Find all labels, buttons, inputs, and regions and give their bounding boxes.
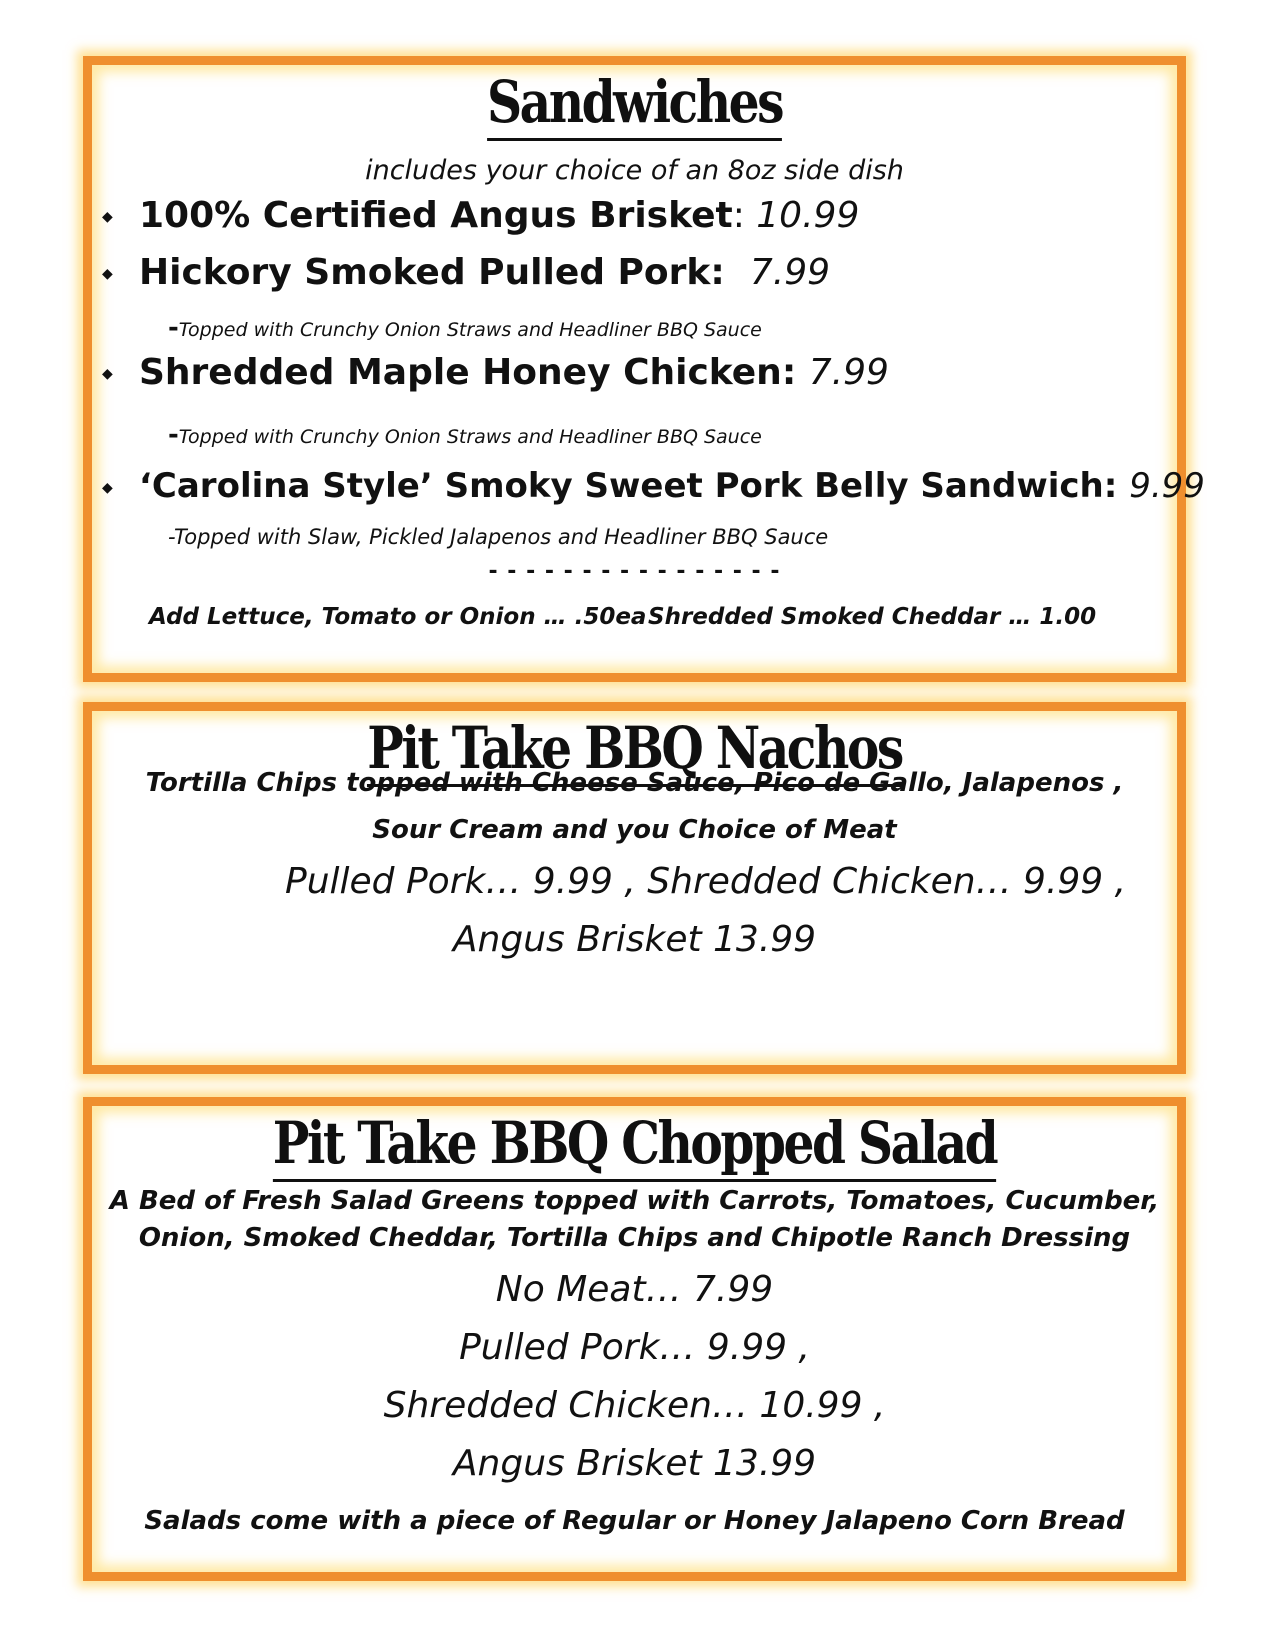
divider: - - - - - - - - - - - - - - - - xyxy=(488,559,781,584)
salad-price-brisket: Angus Brisket 13.99 xyxy=(452,1443,817,1484)
salad-price-no-meat: No Meat… 7.99 xyxy=(495,1269,774,1310)
salad-description-line2: Onion, Smoked Cheddar, Tortilla Chips and Chipotle Ranch Dressing xyxy=(138,1223,1131,1253)
item-price: 7.99 xyxy=(808,352,889,393)
diamond-bullet-icon: ◆ xyxy=(102,366,113,382)
salad-footer: Salads come with a piece of Regular or Honey Jalapeno Corn Bread xyxy=(144,1506,1125,1536)
item-note-chicken: -Topped with Crunchy Onion Straws and Headliner BBQ Sauce xyxy=(168,420,762,450)
sandwiches-title: Sandwiches xyxy=(179,73,1090,131)
item-price: 7.99 xyxy=(749,252,830,293)
nachos-panel xyxy=(83,702,1186,1074)
item-price: 9.99 xyxy=(1129,466,1205,506)
salad-panel xyxy=(83,1097,1186,1581)
addon-cheddar: Shredded Smoked Cheddar … 1.00 xyxy=(648,604,1097,630)
salad-price-chicken: Shredded Chicken… 10.99 , xyxy=(383,1385,886,1426)
diamond-bullet-icon: ◆ xyxy=(102,480,113,496)
nachos-description-line1: Tortilla Chips topped with Cheese Sauce, Pico de Gallo, Jalapenos , xyxy=(145,768,1124,798)
nachos-title: Pit Take BBQ Nachos xyxy=(179,719,1090,777)
sandwiches-panel: Sandwiches includes your choice of an 8oz side dish ◆ 100% Certified Angus Brisket: 10.99 ◆ Hickory Smoked Pulled Pork: 7.99 -Topped with Crunchy Onion Straws and Headliner BBQ Sauce ◆ Shredded Maple Honey Chicken: 7.99 -Topped with Crunchy Onion Straws and Headliner BBQ Sauce ◆ ‘Carolina Style’ Smoky Sweet Pork Belly Sandwich: 9.99 -Topped with Slaw, Pickled Jalapenos and Headliner BBQ Sauce - - - - - - - - - - - - - - - - Add Lettuce, Tomato or Onion … .50ea Shredded Smoked Cheddar … 1.00 xyxy=(83,56,1186,682)
item-note-pork-belly: -Topped with Slaw, Pickled Jalapenos and Headliner BBQ Sauce xyxy=(168,525,829,549)
nachos-prices-line2: Angus Brisket 13.99 xyxy=(452,919,817,960)
item-price: 10.99 xyxy=(756,195,860,236)
nachos-prices-line1: Pulled Pork… 9.99 , Shredded Chicken… 9.99 , xyxy=(285,861,1127,902)
diamond-bullet-icon: ◆ xyxy=(102,266,113,282)
item-note-pulled-pork: -Topped with Crunchy Onion Straws and Headliner BBQ Sauce xyxy=(168,313,762,343)
diamond-bullet-icon: ◆ xyxy=(102,209,113,225)
salad-price-pulled-pork: Pulled Pork… 9.99 , xyxy=(459,1327,810,1368)
salad-title: Pit Take BBQ Chopped Salad xyxy=(179,1114,1090,1172)
nachos-description-line2: Sour Cream and you Choice of Meat xyxy=(372,815,897,845)
salad-description-line1: A Bed of Fresh Salad Greens topped with Carrots, Tomatoes, Cucumber, xyxy=(109,1186,1160,1216)
addon-toppings: Add Lettuce, Tomato or Onion … .50ea xyxy=(149,604,647,630)
sandwiches-subtitle: includes your choice of an 8oz side dish xyxy=(365,155,904,186)
